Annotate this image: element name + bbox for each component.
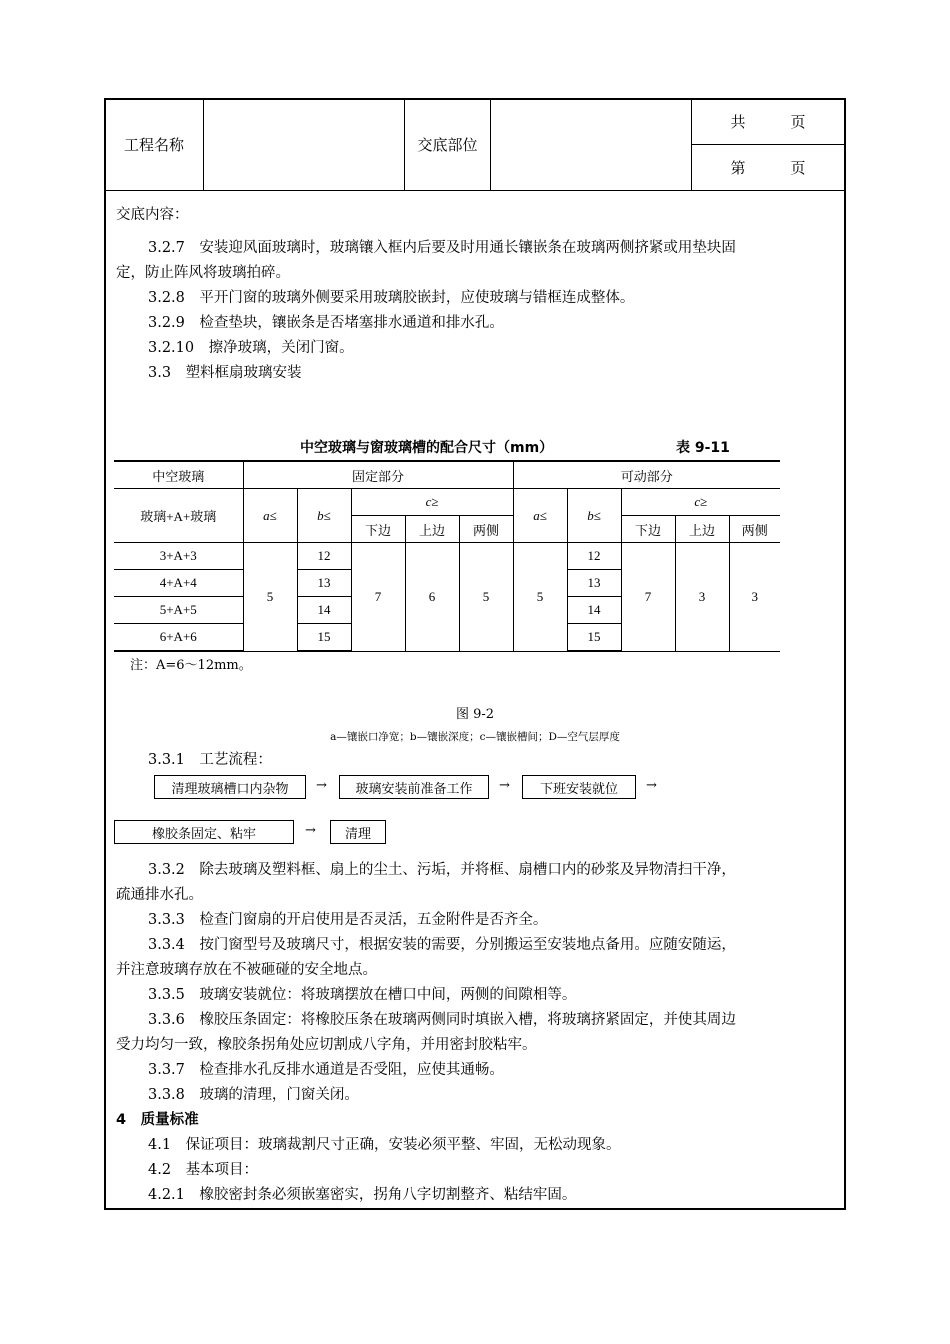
table-title: 中空玻璃与窗玻璃槽的配合尺寸（mm） (300, 440, 554, 456)
flow-arrow-icon: → (316, 778, 327, 793)
para-3-3-2 (148, 860, 736, 880)
para-3-3-3 (148, 910, 547, 930)
th-movable-sides: 两侧 (729, 516, 780, 543)
fixed-b: 15 (297, 624, 351, 652)
flow-step-5: 清理 (330, 820, 386, 844)
movable-b: 15 (567, 624, 621, 652)
fixed-bottom: 7 (351, 543, 405, 652)
para-num: 3.3.5 (148, 987, 185, 1003)
para-num: 3.3.3 (148, 912, 185, 928)
th-movable-c: c≥ (621, 489, 780, 516)
th-fixed-top: 上边 (405, 516, 459, 543)
fixed-top: 6 (405, 543, 459, 652)
para-3-2-10 (148, 338, 354, 358)
para-num: 3.3.7 (148, 1062, 185, 1078)
row-label: 3+A+3 (114, 543, 243, 570)
para-3-2-9 (148, 313, 504, 333)
th-fixed: 固定部分 (243, 461, 513, 489)
para-text: 工艺流程： (199, 752, 272, 768)
para-text: 检查垫块，镶嵌条是否堵塞排水通道和排水孔。 (199, 315, 504, 331)
para-3-3-6 (148, 1010, 736, 1030)
glass-fit-table (114, 460, 780, 652)
row-label: 6+A+6 (114, 624, 243, 652)
total-pages: 共 页 (730, 112, 806, 131)
para-num: 3.3.6 (148, 1012, 185, 1028)
section-4-heading (116, 1110, 199, 1130)
para-3-3-8 (148, 1085, 359, 1105)
page-number: 第 页 (730, 159, 806, 177)
th-movable-a: a≤ (513, 489, 567, 543)
para-3-2-7 (148, 238, 736, 258)
th-movable-top: 上边 (675, 516, 729, 543)
table-number: 表 9-11 (676, 440, 730, 456)
para-num: 3.3.2 (148, 862, 185, 878)
movable-b: 14 (567, 597, 621, 624)
project-name-label: 工程名称 (123, 135, 184, 154)
para-3-3-7 (148, 1060, 504, 1080)
th-movable-b: b≤ (567, 489, 621, 543)
project-name-value[interactable] (204, 98, 404, 190)
row-label: 5+A+5 (114, 597, 243, 624)
para-text: 橡胶压条固定：将橡胶压条在玻璃两侧同时填嵌入槽，将玻璃挤紧固定，并使其周边 (199, 1012, 736, 1028)
movable-a: 5 (513, 543, 567, 652)
flow-step-2: 玻璃安装前准备工作 (339, 775, 489, 799)
th-movable-bottom: 下边 (621, 516, 675, 543)
para-num: 3.2.7 (148, 240, 185, 256)
para-4-1 (148, 1135, 621, 1155)
flow-title (148, 750, 272, 770)
para-num: 3.2.10 (148, 340, 195, 356)
section-title: 质量标准 (140, 1112, 199, 1128)
th-glass: 中空玻璃 (114, 461, 243, 489)
para-text: 平开门窗的玻璃外侧要采用玻璃胶嵌封，应使玻璃与错框连成整体。 (199, 290, 635, 306)
th-fixed-b: b≤ (297, 489, 351, 543)
para-text: 基本项目： (185, 1162, 259, 1178)
para-3-3-2-cont: 疏通排水孔。 (116, 887, 203, 903)
movable-b: 12 (567, 543, 621, 570)
th-fixed-sides: 两侧 (459, 516, 513, 543)
fixed-a: 5 (243, 543, 297, 652)
para-3-3-6-cont: 受力均匀一致，橡胶条拐角处应切割成八字角，并用密封胶粘牢。 (116, 1037, 537, 1053)
para-text: 检查门窗扇的开启使用是否灵活，五金附件是否齐全。 (199, 912, 548, 928)
para-num: 3.3.1 (148, 752, 185, 768)
th-combo: 玻璃+A+玻璃 (114, 489, 243, 543)
fixed-b: 13 (297, 570, 351, 597)
fixed-sides: 5 (459, 543, 513, 652)
para-text: 除去玻璃及塑料框、扇上的尘土、污垢，并将框、扇槽口内的砂浆及异物清扫干净， (199, 862, 736, 878)
flow-arrow-icon: → (646, 778, 657, 793)
para-3-3-4-cont: 并注意玻璃存放在不被砸碰的安全地点。 (116, 962, 377, 978)
para-num: 3.3 (148, 365, 172, 381)
para-text: 玻璃安装就位：将玻璃摆放在槽口中间，两侧的间隙相等。 (199, 987, 577, 1003)
para-num: 3.2.8 (148, 290, 185, 306)
section-num: 4 (116, 1112, 127, 1128)
header-divider (104, 190, 846, 191)
para-num: 4.2.1 (148, 1187, 185, 1203)
para-4-2 (148, 1160, 258, 1180)
para-text: 塑料框扇玻璃安装 (185, 365, 302, 381)
flow-arrow-icon: → (305, 823, 316, 838)
para-text: 擦净玻璃，关闭门窗。 (208, 340, 354, 356)
movable-top: 3 (675, 543, 729, 652)
flow-step-1: 清理玻璃槽口内杂物 (154, 775, 306, 799)
para-text: 按门窗型号及玻璃尺寸，根据安装的需要，分别搬运至安装地点备用。应随安随运， (199, 937, 736, 953)
para-3-2-7-cont: 定，防止阵风将玻璃拍碎。 (116, 265, 290, 281)
para-3-3 (148, 363, 302, 383)
movable-sides: 3 (729, 543, 780, 652)
para-3-3-5 (148, 985, 576, 1005)
para-3-3-4 (148, 935, 736, 955)
para-text: 橡胶密封条必须嵌塞密实，拐角八字切割整齐、粘结牢固。 (199, 1187, 577, 1203)
row-label: 4+A+4 (114, 570, 243, 597)
para-text: 保证项目：玻璃裁割尺寸正确，安装必须平整、牢固，无松动现象。 (185, 1137, 621, 1153)
para-num: 3.3.4 (148, 937, 185, 953)
para-text: 检查排水孔反排水通道是否受阻，应使其通畅。 (199, 1062, 504, 1078)
flow-arrow-icon: → (499, 778, 510, 793)
para-4-2-1 (148, 1185, 576, 1205)
th-movable: 可动部分 (513, 461, 780, 489)
para-text: 安装迎风面玻璃时，玻璃镶入框内后要及时用通长镶嵌条在玻璃两侧挤紧或用垫块固 (199, 240, 736, 256)
table-note: 注：A=6～12mm。 (130, 658, 252, 673)
para-num: 4.2 (148, 1162, 172, 1178)
figure-legend: a—镶嵌口净宽；b—镶嵌深度；c—镶嵌槽间；D—空气层厚度 (330, 731, 620, 743)
para-num: 3.3.8 (148, 1087, 185, 1103)
th-fixed-a: a≤ (243, 489, 297, 543)
movable-bottom: 7 (621, 543, 675, 652)
figure-caption: 图 9-2 (455, 707, 495, 722)
part-value[interactable] (491, 98, 691, 190)
para-text: 玻璃的清理，门窗关闭。 (199, 1087, 359, 1103)
movable-b: 13 (567, 570, 621, 597)
content-label: 交底内容： (116, 207, 189, 223)
fixed-b: 14 (297, 597, 351, 624)
part-label: 交底部位 (417, 135, 478, 154)
fixed-b: 12 (297, 543, 351, 570)
th-fixed-bottom: 下边 (351, 516, 405, 543)
para-3-2-8 (148, 288, 634, 308)
th-fixed-c: c≥ (351, 489, 513, 516)
para-num: 4.1 (148, 1137, 172, 1153)
flow-step-3: 下班安装就位 (522, 775, 636, 799)
para-num: 3.2.9 (148, 315, 185, 331)
flow-step-4: 橡胶条固定、粘牢 (114, 820, 294, 844)
